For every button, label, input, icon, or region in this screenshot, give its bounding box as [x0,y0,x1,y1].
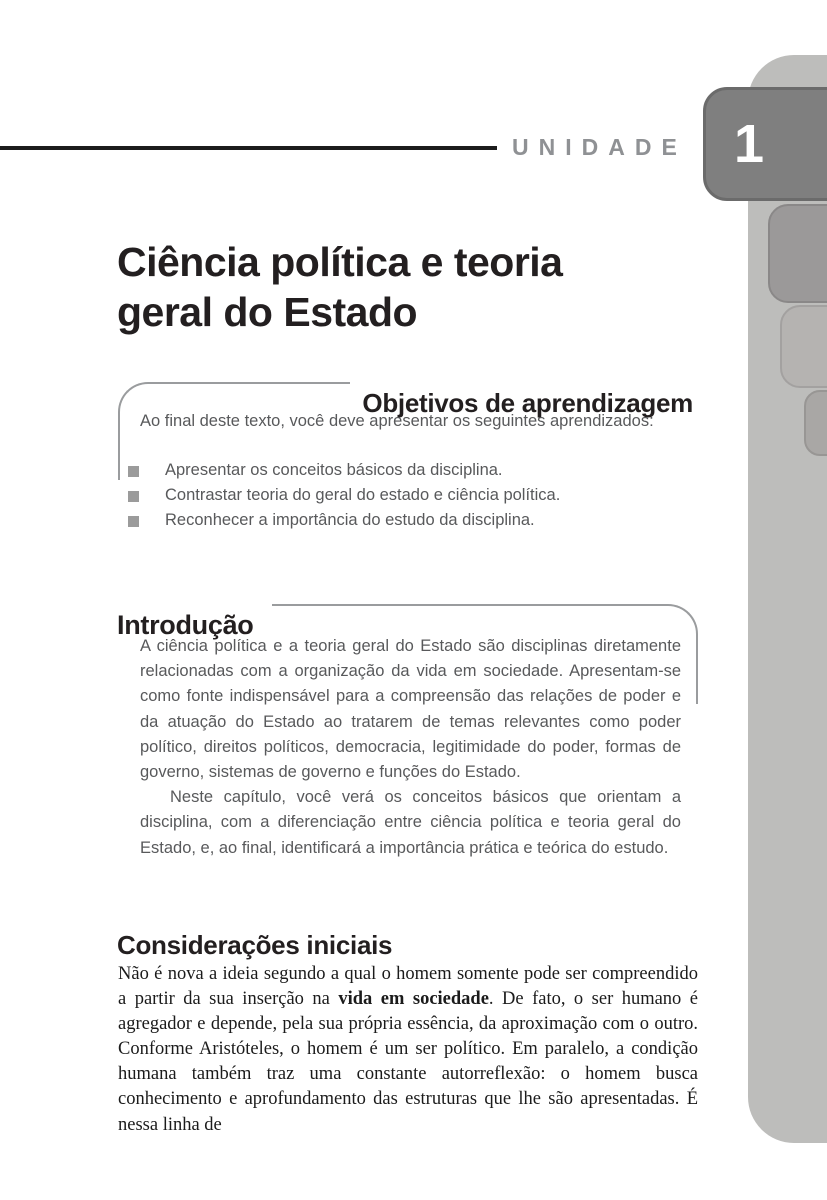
section-paragraph-text: Não é nova a ideia segundo a qual o homem somente pode ser compreendido a partir da sua inserção na [118,964,698,1010]
objectives-heading: Objetivos de aprendizagem [362,387,693,418]
objective-item [128,511,688,536]
introduction-body [140,634,681,861]
introduction-paragraph-1: A ciência política e a teoria geral do Estado são disciplinas diretamente relacionadas com a organização da vida em sociedade. Apresentam-se como fonte indispensável para a compreensão das relações de poder e da atuação do Estado ao tratarem de temas relevantes como poder político, direitos políticos, democracia, legitimidade do poder, formas de governo, sistemas de governo e funções do Estado. [140,637,681,782]
objective-item-label: Reconhecer a importância do estudo da disciplina. [165,511,535,529]
unit-rule-line [0,146,497,150]
objective-item [128,461,688,486]
unit-tab-4-decoration [804,390,827,456]
section-paragraph-bold-phrase: vida em sociedade [338,989,489,1010]
section-paragraph-text: . De fato, o ser humano é agregador e depende, pela sua própria essência, da aproximação com o outro. Conforme Aristóteles, o homem é um ser político. Em paralelo, a condição humana também traz uma constante autorreflexão: o homem busca conhecimento e aprofundamento das estruturas que lhe são apresentadas. É nessa linha de [118,989,698,1135]
bullet-square-icon [128,466,139,477]
unit-number: 1 [734,114,765,174]
objective-item [128,486,688,511]
objectives-list [128,461,688,536]
bullet-square-icon [128,491,139,502]
objective-item-label: Contrastar teoria do geral do estado e ciência política. [165,486,561,504]
objective-item-label: Apresentar os conceitos básicos da disciplina. [165,461,503,479]
section-heading: Considerações iniciais [117,929,393,960]
unit-tab-2-decoration [768,204,827,303]
introduction-heading: Introdução [117,610,254,641]
unit-tab-3-decoration [780,305,827,388]
section-paragraph [118,962,698,1138]
unit-number-tab [703,87,827,201]
objectives-intro: Ao final deste texto, você deve apresentar os seguintes aprendizados: [140,412,654,430]
page-title: Ciência política e teoria geral do Estado [117,239,563,336]
unit-label: UNIDADE [512,134,687,160]
bullet-square-icon [128,516,139,527]
introduction-paragraph-2: Neste capítulo, você verá os conceitos básicos que orientam a disciplina, com a diferenciação entre ciência política e teoria geral do Estado, e, ao final, identificará a importância prática e teórica do estudo. [140,788,681,857]
